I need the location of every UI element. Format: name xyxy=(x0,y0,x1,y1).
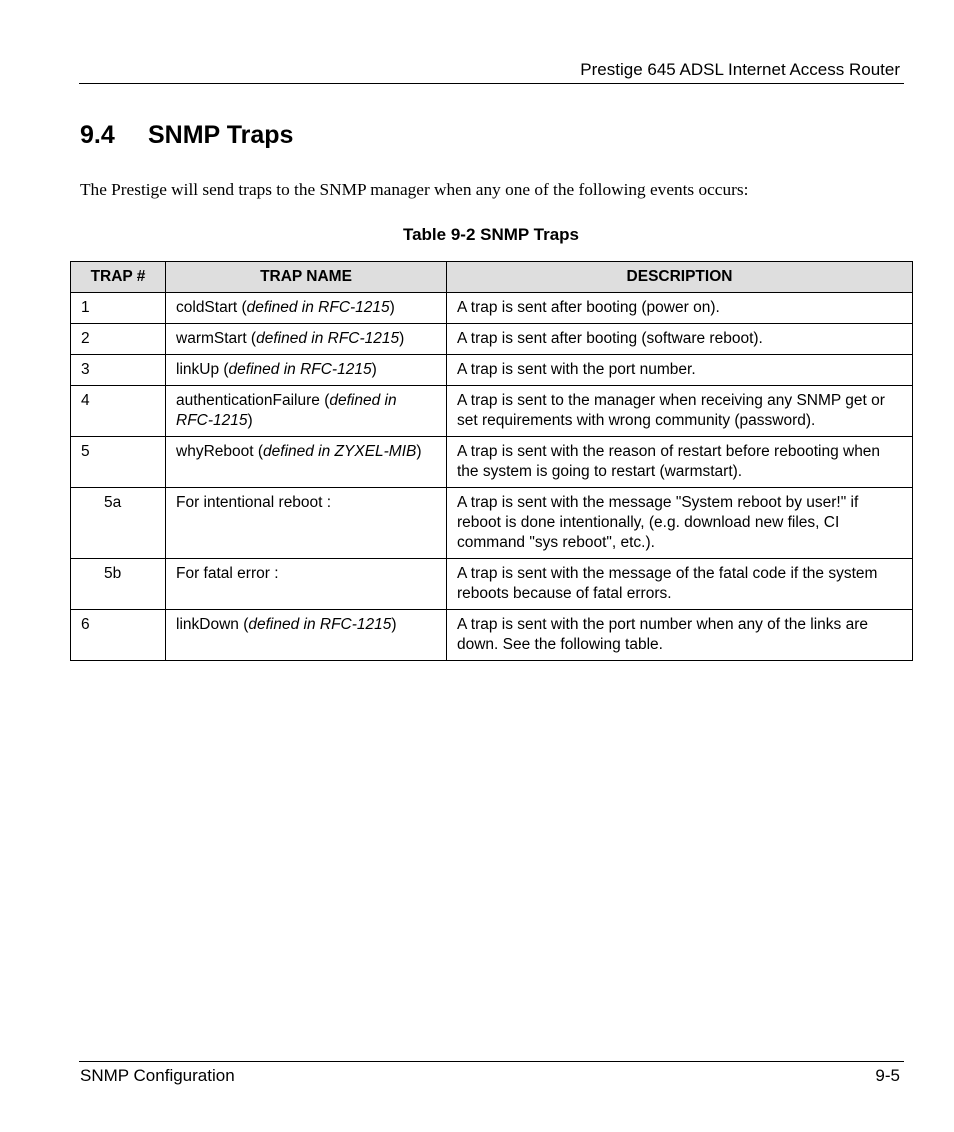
trap-name: authenticationFailure xyxy=(176,392,320,409)
trap-name: coldStart xyxy=(176,299,238,316)
trap-name-cell: linkDown (defined in RFC-1215) xyxy=(166,610,447,661)
table-caption: Table 9-2 SNMP Traps xyxy=(402,225,580,244)
section-number: 9.4 xyxy=(80,121,115,149)
trap-description: A trap is sent after booting (software reboot). xyxy=(447,324,913,355)
trap-name-cell: coldStart (defined in RFC-1215) xyxy=(166,293,447,324)
trap-description: A trap is sent with the port number when any of the links are down. See the following table. xyxy=(447,610,913,661)
snmp-traps-table xyxy=(70,261,913,661)
trap-description: A trap is sent with the message "System reboot by user!" if reboot is done intentionally, (e.g. download new files, CI command "sys reboot", etc.). xyxy=(447,488,913,559)
table-row xyxy=(71,355,913,386)
trap-name-cell: linkUp (defined in RFC-1215) xyxy=(166,355,447,386)
intro-paragraph: The Prestige will send traps to the SNMP manager when any one of the following events occurs: xyxy=(80,180,749,199)
trap-number: 2 xyxy=(71,324,166,355)
section-heading xyxy=(80,121,293,150)
trap-number: 5b xyxy=(71,559,166,610)
trap-name-cell: whyReboot (defined in ZYXEL-MIB) xyxy=(166,437,447,488)
table-row xyxy=(71,293,913,324)
trap-name: linkDown xyxy=(176,616,239,633)
trap-name-cell: authenticationFailure (defined in RFC-1215) xyxy=(166,386,447,437)
table-row xyxy=(71,559,913,610)
trap-name-cell: warmStart (defined in RFC-1215) xyxy=(166,324,447,355)
trap-definition: defined in RFC-1215 xyxy=(228,361,372,378)
column-header-description: DESCRIPTION xyxy=(447,262,913,293)
trap-name: For fatal error : xyxy=(166,559,447,610)
trap-name: warmStart xyxy=(176,330,247,347)
column-header-trap-num: TRAP # xyxy=(71,262,166,293)
table-header-row xyxy=(71,262,913,293)
trap-number: 1 xyxy=(71,293,166,324)
page-number: 9-5 xyxy=(875,1066,900,1085)
header-title: Prestige 645 ADSL Internet Access Router xyxy=(580,60,900,79)
table-row xyxy=(71,437,913,488)
trap-number: 6 xyxy=(71,610,166,661)
trap-definition: defined in ZYXEL-MIB xyxy=(263,443,417,460)
trap-name: linkUp xyxy=(176,361,220,378)
table-row xyxy=(71,610,913,661)
page-footer xyxy=(79,1061,904,1092)
trap-definition: defined in RFC-1215 xyxy=(246,299,390,316)
trap-number: 4 xyxy=(71,386,166,437)
section-title: SNMP Traps xyxy=(148,121,294,149)
table-row xyxy=(71,324,913,355)
trap-number: 5a xyxy=(71,488,166,559)
column-header-trap-name: TRAP NAME xyxy=(166,262,447,293)
trap-number: 3 xyxy=(71,355,166,386)
trap-definition: defined in RFC-1215 xyxy=(176,392,397,429)
trap-description: A trap is sent with the message of the fatal code if the system reboots because of fatal errors. xyxy=(447,559,913,610)
trap-description: A trap is sent to the manager when receiving any SNMP get or set requirements with wrong community (password). xyxy=(447,386,913,437)
trap-definition: defined in RFC-1215 xyxy=(248,616,392,633)
trap-description: A trap is sent with the port number. xyxy=(447,355,913,386)
page-header xyxy=(79,58,904,84)
footer-chapter-title: SNMP Configuration xyxy=(80,1066,235,1085)
table-row xyxy=(71,488,913,559)
trap-definition: defined in RFC-1215 xyxy=(256,330,400,347)
trap-name: whyReboot xyxy=(176,443,254,460)
table-row xyxy=(71,386,913,437)
trap-description: A trap is sent with the reason of restart before rebooting when the system is going to restart (warmstart). xyxy=(447,437,913,488)
trap-name: For intentional reboot : xyxy=(166,488,447,559)
trap-description: A trap is sent after booting (power on). xyxy=(447,293,913,324)
trap-number: 5 xyxy=(71,437,166,488)
